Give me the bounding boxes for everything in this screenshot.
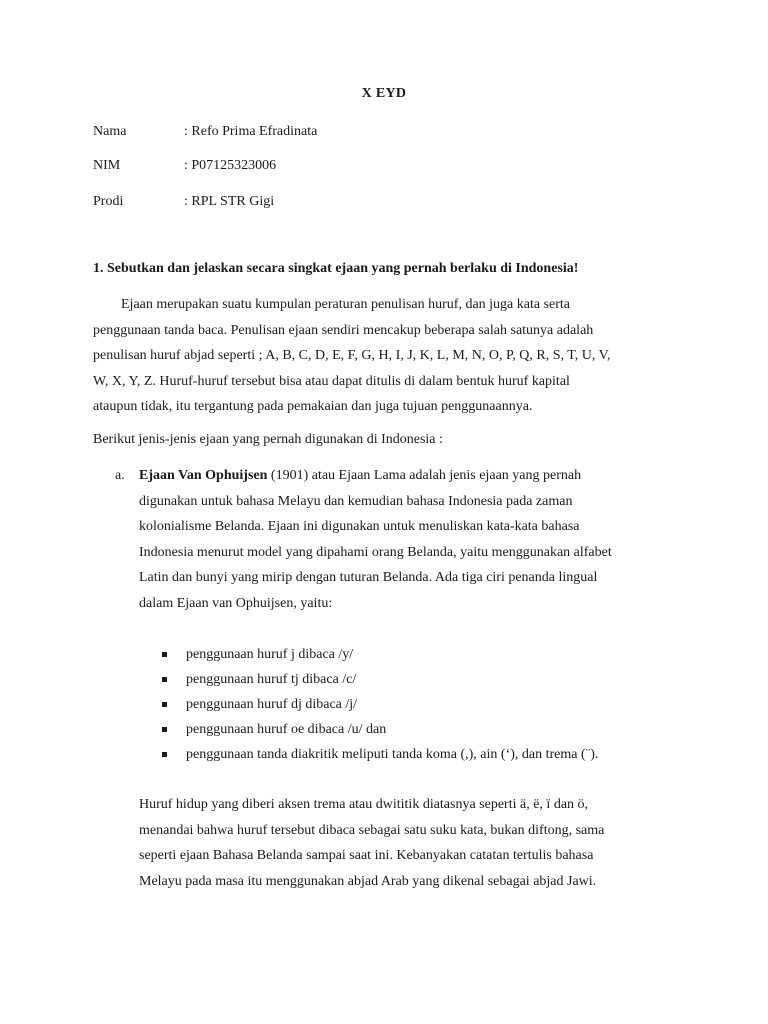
paragraph-line: Huruf hidup yang diberi aksen trema atau dwititik diatasnya seperti ä, ë, ï dan ö,: [139, 797, 589, 812]
square-bullet-icon: [162, 752, 167, 757]
bold-term: Ejaan Van Ophuijsen: [139, 468, 268, 483]
paragraph-line: dalam Ejaan van Ophuijsen, yaitu:: [139, 595, 333, 611]
paragraph-line: W, X, Y, Z. Huruf-huruf tersebut bisa atau dapat ditulis di dalam bentuk huruf kapital: [93, 373, 570, 389]
square-bullet-icon: [162, 727, 167, 732]
document-title: X EYD: [361, 86, 407, 101]
field-value: : Refo Prima Efradinata: [184, 124, 318, 139]
field-label: Nama: [93, 124, 127, 139]
line-rest: (1901) atau Ejaan Lama adalah jenis ejaan yang pernah: [267, 468, 582, 483]
paragraph-line: ataupun tidak, itu tergantung pada pemakaian dan juga tujuan penggunaannya.: [93, 399, 533, 414]
field-label: Prodi: [93, 194, 124, 209]
list-marker: a.: [115, 468, 125, 483]
paragraph-line: Latin dan bunyi yang mirip dengan tuturan Belanda. Ada tiga ciri penanda lingual: [139, 570, 598, 585]
square-bullet-icon: [162, 702, 167, 707]
paragraph-trema: [139, 792, 679, 894]
paragraph-line: menandai bahwa huruf tersebut dibaca sebagai satu suku kata, bukan diftong, sama: [139, 822, 605, 838]
square-bullet-icon: [162, 677, 167, 682]
bullet-text: penggunaan tanda diakritik meliputi tanda koma (,), ain (‘), dan trema (¨).: [186, 747, 599, 762]
field-value: : P07125323006: [184, 158, 277, 173]
paragraph-line: Ejaan merupakan suatu kumpulan peraturan penulisan huruf, dan juga kata serta: [121, 297, 571, 312]
paragraph-line: Indonesia menurut model yang dipahami orang Belanda, yaitu menggunakan alfabet: [139, 544, 612, 560]
bullet-text: penggunaan huruf oe dibaca /u/ dan: [186, 722, 387, 737]
paragraph-intro-ejaan: [93, 292, 683, 420]
field-nama: [93, 123, 317, 141]
field-value: : RPL STR Gigi: [184, 194, 275, 209]
bullet-text: penggunaan huruf dj dibaca /j/: [186, 697, 358, 712]
question-heading: 1. Sebutkan dan jelaskan secara singkat ejaan yang pernah berlaku di Indonesia!: [93, 261, 579, 276]
paragraph-line: [139, 463, 679, 489]
field-label: NIM: [93, 158, 121, 173]
list-intro: Berikut jenis-jenis ejaan yang pernah digunakan di Indonesia :: [93, 432, 443, 447]
paragraph-line: seperti ejaan Bahasa Belanda sampai saat ini. Kebanyakan catatan tertulis bahasa: [139, 848, 594, 863]
bullet-text: penggunaan huruf tj dibaca /c/: [186, 672, 357, 687]
field-nim: [93, 157, 276, 175]
paragraph-line: kolonialisme Belanda. Ejaan ini digunakan untuk menuliskan kata-kata bahasa: [139, 519, 580, 534]
paragraph-line: digunakan untuk bahasa Melayu dan kemudian bahasa Indonesia pada zaman: [139, 493, 573, 509]
square-bullet-icon: [162, 652, 167, 657]
paragraph-line: penggunaan tanda baca. Penulisan ejaan sendiri mencakup beberapa salah satunya adalah: [93, 322, 594, 338]
list-item-body: [139, 463, 679, 616]
paragraph-line: Melayu pada masa itu menggunakan abjad Arab yang dikenal sebagai abjad Jawi.: [139, 873, 597, 889]
field-prodi: [93, 193, 274, 211]
bullet-text: penggunaan huruf j dibaca /y/: [186, 647, 354, 662]
paragraph-line: penulisan huruf abjad seperti ; A, B, C, D, E, F, G, H, I, J, K, L, M, N, O, P, Q, R, S, T, U, V,: [93, 348, 611, 363]
